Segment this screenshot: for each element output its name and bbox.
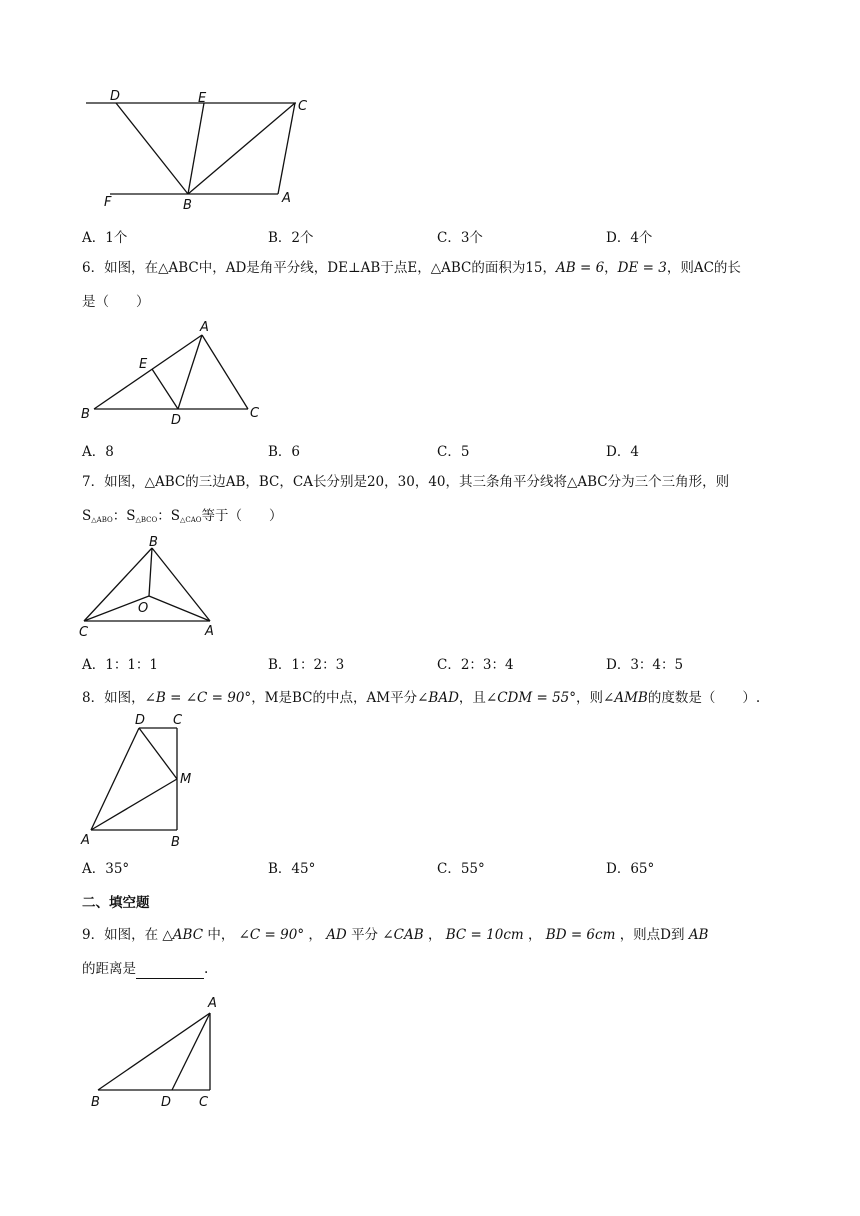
q6-sep: ， (604, 260, 618, 276)
fig5-label-a: A (282, 191, 291, 206)
q7-sub2: △BCO (135, 516, 158, 524)
q8-option-c[interactable]: C．55° (437, 861, 485, 877)
q5-option-a[interactable]: A．1个 (82, 230, 128, 246)
q9-text-line2 (82, 959, 208, 979)
q9-math-ad: AD (326, 927, 347, 943)
answer-blank[interactable] (136, 964, 204, 979)
q9-math-c: ∠C = 90° (238, 927, 305, 943)
q7-option-b[interactable]: B．1：2：3 (268, 657, 345, 673)
q6-option-b[interactable]: B．6 (268, 444, 301, 460)
q7-figure (76, 534, 226, 642)
q9-p3: ， (308, 927, 322, 943)
q6-figure (78, 316, 268, 428)
q9-p2: 中， (207, 927, 235, 943)
q8-p3: ，且 (458, 690, 486, 706)
q8-p4: ，则 (576, 690, 604, 706)
q8-option-b[interactable]: B．45° (268, 861, 316, 877)
q9-line2: 的距离是 (82, 961, 136, 977)
q9-p6: ， (528, 927, 542, 943)
q8-math-bad: ∠BAD (417, 690, 459, 706)
q9-math-bc: BC = 10cm (445, 927, 524, 943)
q8-text-line1 (82, 688, 760, 708)
fig7-label-c: C (79, 625, 89, 640)
fig7-label-b: B (149, 535, 158, 550)
q8-p1: 8．如图， (82, 690, 145, 706)
q7-s3: S (170, 508, 180, 524)
q6-math-ab: AB = 6 (556, 260, 605, 276)
q7-s2: S (126, 508, 136, 524)
q8-option-d[interactable]: D．65° (606, 861, 655, 877)
section-heading: 二、填空题 (82, 895, 150, 911)
q9-p4: 平分 (351, 927, 379, 943)
q9-p1: 9．如图，在 (82, 927, 159, 943)
q7-sub1: △ABO (91, 516, 113, 524)
q9-text-line1 (82, 925, 708, 945)
q6-math-de: DE = 3 (617, 260, 667, 276)
q8-math-amb: ∠AMB (603, 690, 648, 706)
q9-end: . (204, 961, 209, 977)
q6-option-c[interactable]: C．5 (437, 444, 470, 460)
q8-option-a[interactable]: A．35° (82, 861, 130, 877)
q7-text-line2 (82, 506, 283, 530)
fig9-label-c: C (199, 1095, 209, 1110)
fig9-label-d: D (161, 1095, 172, 1110)
q5-option-d[interactable]: D．4个 (606, 230, 653, 246)
fig6-label-a: A (200, 320, 209, 335)
q9-p7: ，则点D到 (619, 927, 685, 943)
q7-tail: 等于（ ） (201, 508, 283, 524)
q8-math-cdm: ∠CDM = 55° (485, 690, 577, 706)
q8-math-angles: ∠B = ∠C = 90° (144, 690, 252, 706)
fig6-label-e: E (139, 357, 148, 372)
fig9-label-b: B (91, 1095, 100, 1110)
q9-math-ab: AB (688, 927, 709, 943)
fig9-label-a: A (208, 996, 217, 1011)
q9-figure (84, 990, 234, 1115)
q9-math-cab: ∠CAB (382, 927, 424, 943)
q7-colon1: ： (112, 508, 127, 524)
q7-s1: S (82, 508, 92, 524)
fig5-label-e: E (198, 91, 207, 106)
q6-text-a: 6．如图，在△ABC中，AD是角平分线，DE⊥AB于点E，△ABC的面积为15， (82, 260, 557, 276)
q6-option-a[interactable]: A．8 (82, 444, 114, 460)
q9-math-abc: △ABC (162, 927, 204, 943)
fig5-label-b: B (183, 198, 192, 213)
q7-option-c[interactable]: C．2：3：4 (437, 657, 514, 673)
fig8-label-a: A (81, 833, 90, 848)
q5-option-b[interactable]: B．2个 (268, 230, 314, 246)
q7-colon2: ： (157, 508, 171, 524)
q6-text-b: ，则AC的长 (666, 260, 741, 276)
q7-option-a[interactable]: A．1：1：1 (82, 657, 159, 673)
fig8-label-d: D (135, 713, 146, 728)
q5-figure (80, 85, 320, 215)
q7-text-line1: 7．如图，△ABC的三边AB，BC，CA长分别是20，30，40，其三条角平分线将△ABC分为三个三角形，则 (82, 474, 730, 490)
q9-math-bd: BD = 6cm (545, 927, 616, 943)
fig6-label-b: B (81, 407, 90, 422)
fig5-label-f: F (104, 195, 112, 210)
q6-text-line2: 是（ ） (82, 294, 150, 310)
fig7-label-o: O (138, 601, 149, 616)
q9-p5: ， (427, 927, 442, 943)
q8-figure (76, 710, 206, 850)
q7-option-d[interactable]: D．3：4：5 (606, 657, 684, 673)
fig7-label-a: A (205, 624, 214, 639)
q6-text-line1 (82, 258, 741, 278)
fig5-label-d: D (110, 89, 121, 104)
q6-option-d[interactable]: D．4 (606, 444, 639, 460)
fig6-label-d: D (171, 413, 182, 428)
fig8-label-m: M (180, 772, 192, 787)
q5-option-c[interactable]: C．3个 (437, 230, 483, 246)
fig8-label-c: C (173, 713, 183, 728)
q8-p5: 的度数是（ ）. (647, 690, 761, 706)
q7-sub3: △CAO (179, 516, 202, 524)
q8-p2: ，M是BC的中点，AM平分 (251, 690, 418, 706)
fig5-label-c: C (298, 99, 308, 114)
fig8-label-b: B (171, 835, 180, 850)
fig6-label-c: C (250, 406, 260, 421)
